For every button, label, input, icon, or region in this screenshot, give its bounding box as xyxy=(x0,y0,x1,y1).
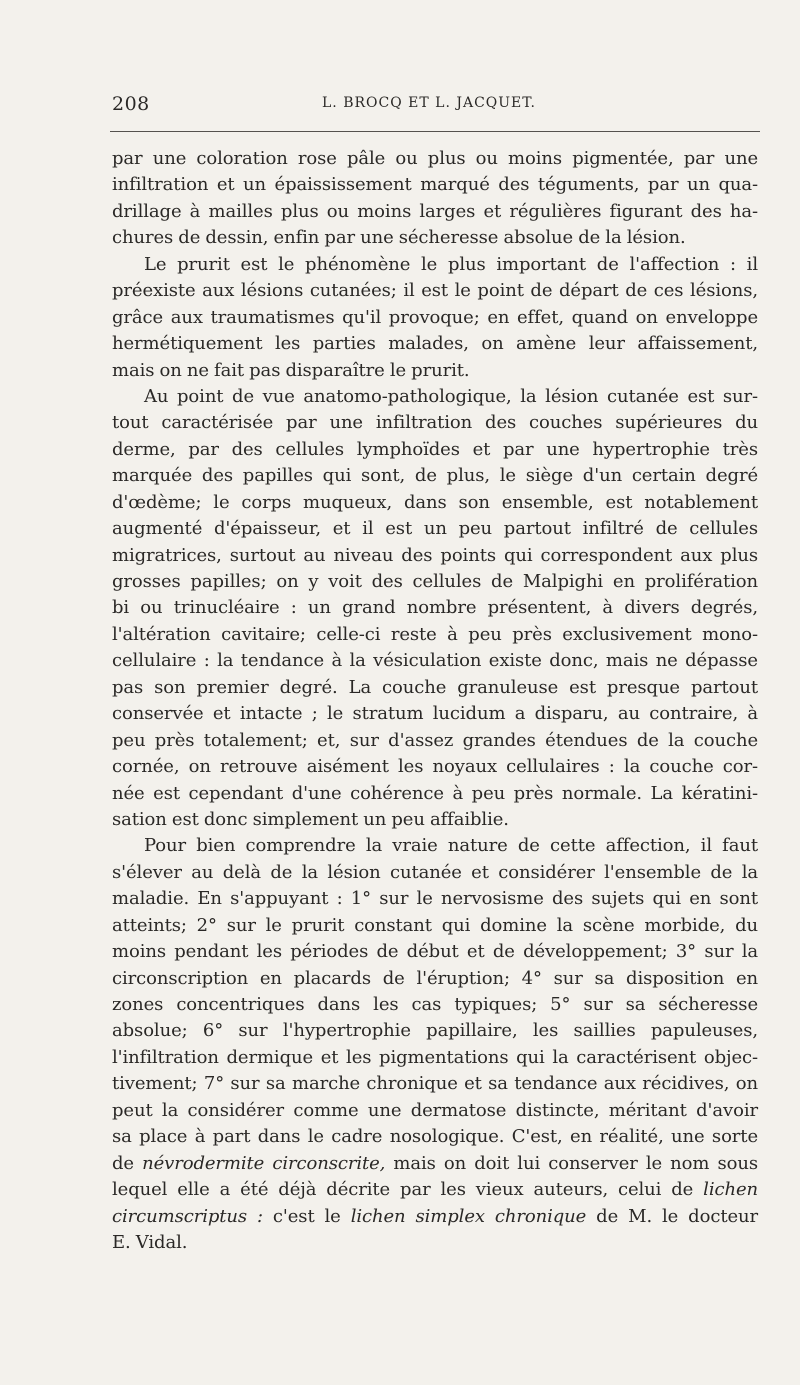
text-line: née est cependant d'une cohérence à peu près normale. La kératini- xyxy=(112,782,758,804)
text-line: grosses papilles; on y voit des cellules de Malpighi en prolifération xyxy=(112,571,758,592)
text-line: moins pendant les périodes de début et de développement; 3° sur la xyxy=(112,941,758,963)
text-line: migratrices, surtout au niveau des points qui correspondent aux plus xyxy=(112,544,758,566)
header-rule xyxy=(110,131,760,132)
text-run: mais on doit lui conserver le nom sous xyxy=(385,1152,758,1174)
text-line: l'infiltration dermique et les pigmentations qui la caractérisent objec- xyxy=(112,1046,758,1068)
text-line: chures de dessin, enfin par une sécheresse absolue de la lésion. xyxy=(112,227,686,249)
italic-term: névrodermite circonscrite, xyxy=(142,1152,386,1174)
page-number: 208 xyxy=(112,93,150,115)
paragraph-2 xyxy=(112,252,758,384)
text-line: cellulaire : la tendance à la vésiculation existe donc, mais ne dépasse xyxy=(112,650,758,672)
italic-term: lichen simplex chronique xyxy=(350,1205,587,1227)
text-line: conservée et intacte ; le stratum lucidum a disparu, au contraire, à xyxy=(112,703,758,725)
text-line: Le prurit est le phénomène le plus important de l'affection : il xyxy=(144,253,758,275)
text-line xyxy=(112,1204,758,1230)
text-line: derme, par des cellules lymphoïdes et par une hypertrophie très xyxy=(112,438,758,460)
text-line: l'altération cavitaire; celle-ci reste à peu près exclusivement mono- xyxy=(112,623,758,645)
text-line xyxy=(112,1151,758,1177)
text-line: maladie. En s'appuyant : 1° sur le nervosisme des sujets qui en sont xyxy=(112,888,758,910)
paragraph-4 xyxy=(112,833,758,1256)
text-line: préexiste aux lésions cutanées; il est le point de départ de ces lésions, xyxy=(112,280,758,302)
text-line: Pour bien comprendre la vraie nature de cette affection, il faut xyxy=(144,835,758,857)
text-line: Au point de vue anatomo-pathologique, la lésion cutanée est sur- xyxy=(144,385,758,407)
italic-term: lichen xyxy=(703,1179,758,1201)
text-line: E. Vidal. xyxy=(112,1231,188,1253)
text-line: mais on ne fait pas disparaître le prurit. xyxy=(112,359,470,381)
text-line: d'œdème; le corps muqueux, dans son ensemble, est notablement xyxy=(112,491,758,513)
text-line xyxy=(112,1177,758,1203)
text-line: sation est donc simplement un peu affaiblie. xyxy=(112,808,509,830)
text-line: augmenté d'épaisseur, et il est un peu partout infiltré de cellules xyxy=(112,518,758,540)
text-run: c'est le xyxy=(262,1205,351,1227)
text-line: zones concentriques dans les cas typiques; 5° sur sa sécheresse xyxy=(112,994,758,1015)
text-line: tout caractérisée par une infiltration des couches supérieures du xyxy=(112,412,758,434)
text-line: hermétiquement les parties malades, on amène leur affaissement, xyxy=(112,333,758,355)
text-run: lequel elle a été déjà décrite par les vieux auteurs, celui de xyxy=(112,1179,704,1201)
running-head xyxy=(112,93,758,117)
text-line: marquée des papilles qui sont, de plus, le siège d'un certain degré xyxy=(112,465,758,487)
text-line: atteints; 2° sur le prurit constant qui domine la scène morbide, du xyxy=(112,914,758,936)
text-line: absolue; 6° sur l'hypertrophie papillaire, les saillies papuleuses, xyxy=(112,1020,758,1042)
text-line: tivement; 7° sur sa marche chronique et sa tendance aux récidives, on xyxy=(112,1073,758,1095)
text-run: de M. le docteur xyxy=(586,1205,759,1227)
text-line: s'élever au delà de la lésion cutanée et considérer l'ensemble de la xyxy=(112,861,758,883)
running-title: L. BROCQ ET L. JACQUET. xyxy=(322,95,537,111)
body-text xyxy=(112,146,758,1256)
text-line: sa place à part dans le cadre nosologique. C'est, en réalité, une sorte xyxy=(112,1126,758,1148)
text-line: peu près totalement; et, sur d'assez grandes étendues de la couche xyxy=(112,729,758,751)
text-line: drillage à mailles plus ou moins larges et régulières figurant des ha- xyxy=(112,200,758,222)
text-line: grâce aux traumatismes qu'il provoque; en effet, quand on enveloppe xyxy=(112,306,758,328)
paragraph-3 xyxy=(112,384,758,833)
text-line: bi ou trinucléaire : un grand nombre présentent, à divers degrés, xyxy=(112,597,758,619)
text-line: cornée, on retrouve aisément les noyaux cellulaires : la couche cor- xyxy=(112,756,758,778)
text-line: peut la considérer comme une dermatose distincte, méritant d'avoir xyxy=(112,1099,758,1121)
italic-term: circumscriptus : xyxy=(112,1205,263,1227)
text-line: circonscription en placards de l'éruption; 4° sur sa disposition en xyxy=(112,967,758,989)
text-line: infiltration et un épaississement marqué des téguments, par un qua- xyxy=(112,174,758,196)
paragraph-1 xyxy=(112,146,758,252)
text-line: par une coloration rose pâle ou plus ou moins pigmentée, par une xyxy=(112,148,758,169)
text-run: de xyxy=(112,1152,143,1174)
text-line: pas son premier degré. La couche granuleuse est presque partout xyxy=(112,676,758,698)
